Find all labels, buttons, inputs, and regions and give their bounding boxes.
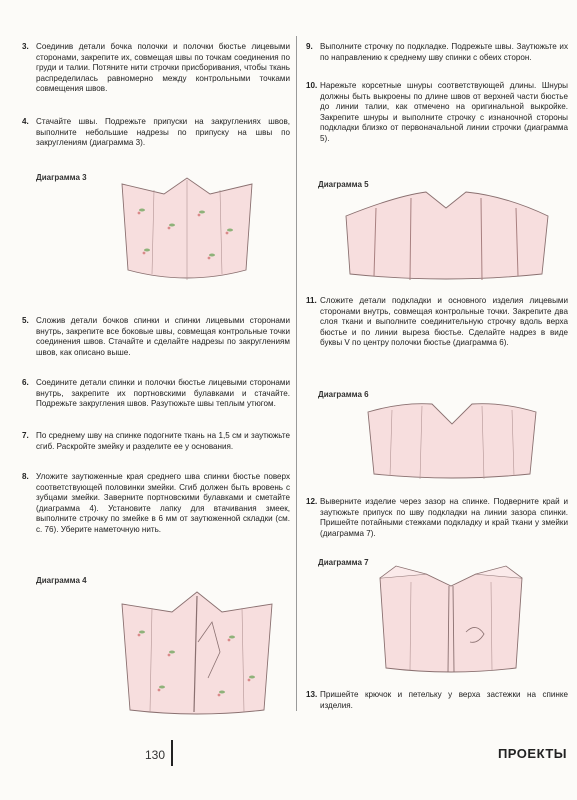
diagram-3-illustration	[102, 170, 272, 288]
step-number: 10.	[306, 81, 318, 90]
step-text: Соединив детали бочка полочки и полочки бюстье лицевыми сторонами, закрепите их, совмещая швы по точкам соединения по груди и талии. Потяните нити строчки присборивания, чтобы ткань распределилась равномерно между контрольными точками совмещения швов.	[36, 42, 290, 94]
step-4	[22, 117, 290, 149]
step-text: Нарежьте корсетные шнуры соответствующей длины. Шнуры должны быть выкроены по длине швов от верхней части бюстье до линии талии, как отмечено на оригинальной выкройке. Закрепите шнуры и выполните строчку с изнаночной стороны подкладки близко от первоначальной линии строчки (диаграмма 5).	[320, 81, 568, 143]
footer-divider	[171, 740, 173, 766]
step-number: 11.	[306, 296, 317, 305]
step-text: Пришейте крючок и петельку у верха застежки на спинке изделия.	[320, 690, 568, 710]
step-13	[306, 690, 568, 711]
step-number: 7.	[22, 431, 29, 440]
step-6	[22, 378, 290, 410]
right-column	[306, 0, 568, 740]
step-number: 4.	[22, 117, 29, 126]
step-9	[306, 42, 568, 63]
step-text: По среднему шву на спинке подогните ткань на 1,5 см и заутюжьте сгиб. Раскройте змейку и разделите ее у основания.	[36, 431, 290, 451]
column-divider	[296, 36, 297, 711]
step-number: 6.	[22, 378, 29, 387]
diagram-3-label: Диаграмма 3	[36, 173, 87, 182]
diagram-6-label: Диаграмма 6	[318, 390, 369, 399]
diagram-6-illustration	[362, 394, 542, 484]
step-number: 5.	[22, 316, 29, 325]
step-11	[306, 296, 568, 349]
step-number: 9.	[306, 42, 313, 51]
step-number: 13.	[306, 690, 318, 699]
step-number: 8.	[22, 472, 29, 481]
step-number: 12.	[306, 497, 318, 506]
diagram-7-illustration	[366, 562, 536, 680]
step-text: Выполните строчку по подкладке. Подрежьте швы. Заутюжьте их по направлению к среднему шву спинки с обеих сторон.	[320, 42, 568, 62]
step-12	[306, 497, 568, 539]
page-number: 130	[145, 748, 166, 762]
step-text: Соедините детали спинки и полочки бюстье лицевыми сторонами внутрь, закрепите их портновскими булавками и стачайте. Подрежьте закругления швов. Разутюжьте швы теплым утюгом.	[36, 378, 290, 409]
step-text: Сложив детали бочков спинки и спинки лицевыми сторонами внутрь, закрепите все боковые швы, совмещая контрольные точки соединения швов. Стачайте и сделайте надрезы по закруглениям швов, как описано выше.	[36, 316, 290, 357]
step-text: Сложите детали подкладки и основного изделия лицевыми сторонами внутрь, совмещая контрольные точки. Закрепите два слоя ткани и выполните соединительную строчку вдоль верха бюстье и по линии выреза бюстье. Сделайте надрез в виде буквы V по центру полочки бюстье (диаграмма 6).	[320, 296, 568, 348]
diagram-7-label: Диаграмма 7	[318, 558, 369, 567]
left-column	[22, 0, 290, 740]
step-text: Уложите заутюженные края среднего шва спинки бюстье поверх соответствующей половинки змейки. Сгиб должен быть вровень с зубцами змейки. Заверните портновскими булавками и сметайте (диаграмма 4). Установите лапку для втачивания змеек, выполните строчку по змейке в 6 мм от заутюженной складки (см. с. 76). Уберите наметочную нить.	[36, 472, 290, 534]
step-text: Выверните изделие через зазор на спинке. Подверните край и заутюжьте припуск по шву подкладки на линии зазора спинки. Пришейте потайными стежками подкладку и край ткани у змейки (диаграмма 7).	[320, 497, 568, 538]
step-3	[22, 42, 290, 95]
step-text: Стачайте швы. Подрежьте припуски на закруглениях швов, выполните небольшие надрезы по припуску на швы по закруглениям (диаграмма 3).	[36, 117, 290, 148]
step-number: 3.	[22, 42, 29, 51]
step-5	[22, 316, 290, 358]
section-title: ПРОЕКТЫ	[497, 746, 567, 761]
step-7	[22, 431, 290, 452]
step-10	[306, 81, 568, 145]
diagram-5-illustration	[336, 186, 556, 286]
diagram-4-label: Диаграмма 4	[36, 576, 87, 585]
diagram-4-illustration	[112, 582, 282, 722]
step-8	[22, 472, 290, 536]
page-footer	[0, 740, 577, 780]
diagram-5-label: Диаграмма 5	[318, 180, 369, 189]
